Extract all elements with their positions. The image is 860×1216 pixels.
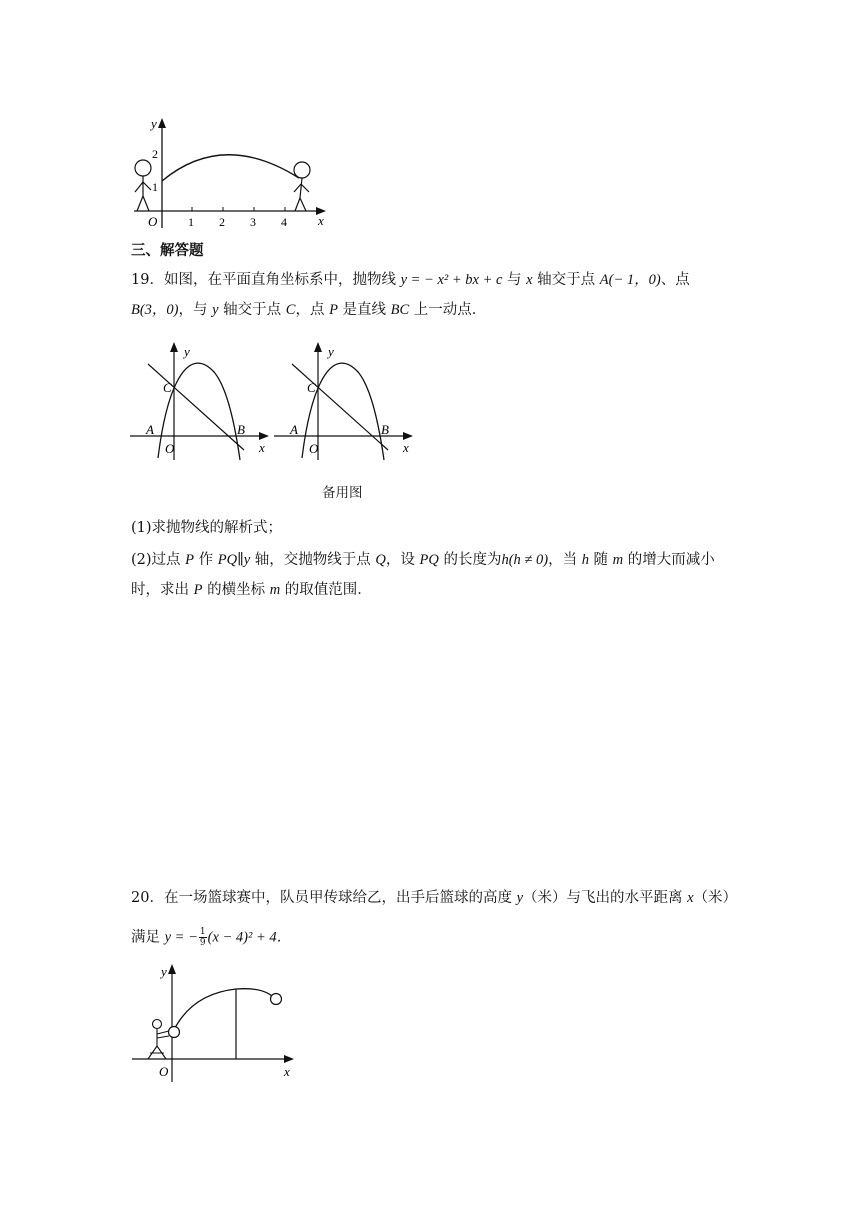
q19-fig1-y: y [184,344,190,359]
q19-fig2-O: O [309,441,319,456]
q19-spare-caption: 备用图 [322,485,363,501]
q19-fig2-C: C [307,380,316,395]
q19-part2-line2: 时，求出 P 的横坐标 m 的取值范围． [131,582,372,598]
q20-fraction: $\frac{1}{9}$ [199,927,206,948]
q19-equation: y = − x² + bx + c [400,272,503,288]
q20-line2: 满足 y = − $\frac{1}{9}$ (x − 4)² + 4． [131,927,292,948]
q19-fig1-A: A [146,422,154,437]
fig-top-origin: O [148,214,158,229]
q19-part2-line1: (2)过点 P 作 PQ∥y 轴，交抛物线于点 Q，设 PQ 的长度为h(h ≠ 0)，当 h 随 m 的增大而减小 [131,552,715,568]
q19-part1: (1)求抛物线的解析式； [131,520,283,536]
fig-top-y-tick-1: 1 [152,180,158,194]
q20-line1: 20．在一场篮球赛中，队员甲传球给乙，出手后篮球的高度 y（米）与飞出的水平距离 x（米） [131,890,738,906]
q20-figure-basketball [128,958,303,1083]
q20-fig-y: y [161,964,167,979]
fig-top-x-tick-3: 3 [250,215,256,229]
q20-eq-a: y = − [164,929,198,946]
q20-fig-x: x [284,1064,290,1079]
fig-top-y-label: y [151,116,157,131]
q19-fig1-O: O [165,441,175,456]
q19-figure-main [128,338,273,463]
q19-fig2-B: B [381,422,389,437]
q20-number: 20． [131,890,164,906]
fig-top-y-tick-2: 2 [152,147,158,161]
figure-top-arc [128,112,338,232]
q19-fig1-x: x [259,440,265,455]
q19-fig2-y: y [328,344,334,359]
fig-top-x-tick-2: 2 [219,215,225,229]
q19-fig2-x: x [403,440,409,455]
q19-point-a: A(− 1，0) [599,272,661,288]
fig-top-x-label: x [318,213,324,228]
q19-figure-spare [272,338,417,463]
q19-fig2-A: A [290,422,298,437]
q19-point-b: B(3，0) [131,302,179,318]
q20-eq-b: (x − 4)² + 4． [207,929,292,946]
section-title: 三、解答题 [131,242,204,259]
q20-fig-O: O [159,1064,169,1079]
q19-fig1-B: B [237,422,245,437]
q19-number: 19． [131,272,164,288]
q19-line1: 19．如图，在平面直角坐标系中，抛物线 y = − x² + bx + c 与 x 轴交于点 A(− 1，0)、点 [131,272,690,288]
fig-top-x-tick-1: 1 [188,215,194,229]
q19-line2: B(3，0)，与 y 轴交于点 C，点 P 是直线 BC 上一动点． [131,302,487,318]
fig-top-x-tick-4: 4 [281,215,287,229]
q19-fig1-C: C [163,380,172,395]
